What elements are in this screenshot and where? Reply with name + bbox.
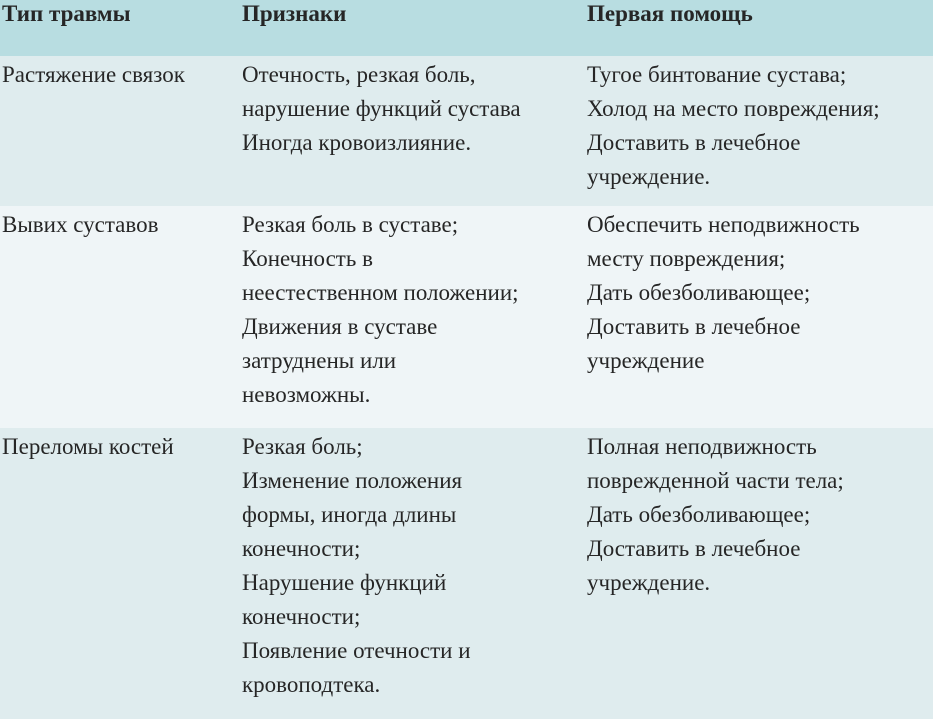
cell-signs: Отечность, резкая боль, нарушение функций сустава Иногда кровоизлияние. [240,56,585,206]
cell-first-aid: Полная неподвижность поврежденной части тела; Дать обезболивающее; Доставить в лечебное учреждение. [585,428,933,719]
header-signs: Признаки [240,0,585,56]
header-first-aid: Первая помощь [585,0,933,56]
header-injury-type: Тип травмы [0,0,240,56]
table-row [0,428,933,719]
table-row [0,56,933,206]
cell-first-aid: Обеспечить неподвижность месту повреждения; Дать обезболивающее; Доставить в лечебное учреждение [585,206,933,428]
cell-injury-type: Переломы костей [0,428,240,719]
table-row [0,206,933,428]
cell-injury-type: Вывих суставов [0,206,240,428]
cell-signs: Резкая боль в суставе; Конечность в неестественном положении; Движения в суставе затруднены или невозможны. [240,206,585,428]
table-header-row [0,0,933,56]
cell-injury-type: Растяжение связок [0,56,240,206]
cell-first-aid: Тугое бинтование сустава; Холод на место повреждения; Доставить в лечебное учреждение. [585,56,933,206]
cell-signs: Резкая боль; Изменение положения формы, иногда длины конечности; Нарушение функций конечности; Появление отечности и кровоподтека. [240,428,585,719]
